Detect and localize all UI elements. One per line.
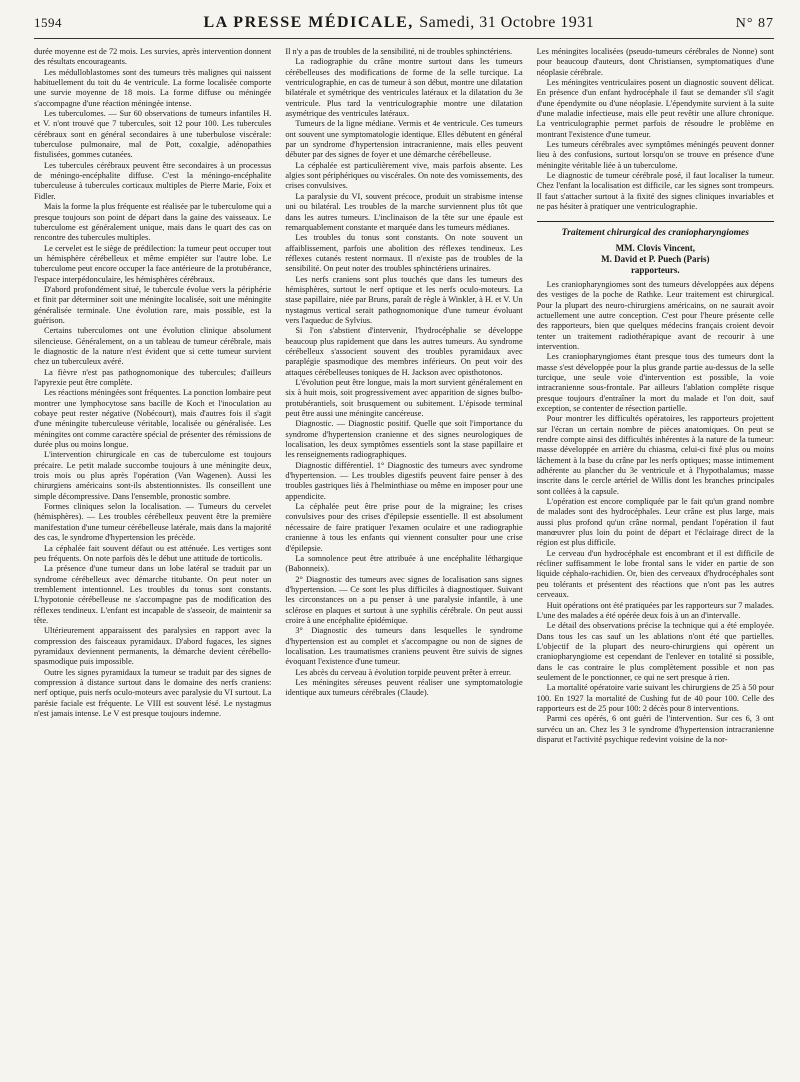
paragraph: Les tubercules cérébraux peuvent être secondaires à un processus de méningo-encéphalite diffuse. C'est la méningo-encéphalite tuberculeuse à tubercules corticaux multiples de Pierre Marie, Foix et Fidler.	[34, 160, 272, 201]
issue-date: Samedi, 31 Octobre 1931	[419, 14, 595, 31]
paragraph: La fièvre n'est pas pathognomonique des tubercules; d'ailleurs l'apyrexie peut être complète.	[34, 367, 272, 387]
paragraph: Les craniopharyngiomes étant presque tous des tumeurs dont la masse s'est développée pour la plus grande partie au-dessus de la selle turcique, une seule voie d'intervention est possible, la voie intracranienne sous-frontale. Par ailleurs l'ablation complète risque presque toujours d'entraîner la mort du malade et l'on doit, sauf exception, se contenter de résection partielle.	[536, 352, 774, 413]
paragraph: La céphalée est particulièrement vive, mais parfois absente. Les algies sont périphériques ou viscérales. On note des vomissements, des crises convulsives.	[285, 160, 523, 191]
section-authors	[537, 243, 774, 276]
paragraph: L'évolution peut être longue, mais la mort survient généralement en six à huit mois, soit progressivement avec apparition de signes bulbo-protubérantiels, soit brusquement ou subitement. L'épisode terminal peut être aussi une méningite cancéreuse.	[285, 378, 523, 419]
paragraph: Le cerveau d'un hydrocéphale est encombrant et il est difficile de récliner suffisamment le lobe frontal sans le vider en partie de son liquide céphalo-rachidien. Or, bien des cerveaux d'hydrocéphales sont peu tolérants et présentent des réactions que n'ont pas les autres cerveaux.	[536, 548, 774, 600]
paragraph: Le diagnostic de tumeur cérébrale posé, il faut localiser la tumeur. Chez l'enfant la localisation est difficile, car les signes sont trompeurs. Il faut s'attacher surtout à la fixité des signes cliniques invariables et ne pas hésiter à pratiquer une ventriculographie.	[536, 171, 774, 212]
paragraph: La présence d'une tumeur dans un lobe latéral se traduit par un syndrome cérébelleux avec démarche titubante. On peut noter un tremblement intentionnel. Les troubles du tonus sont constants. L'hypotonie cérébelleuse ne s'accompagne pas de modification des réflexes tendineux. L'enfant est incapable de s'asseoir, de maintenir sa tête.	[34, 564, 272, 625]
paragraph: Mais la forme la plus fréquente est réalisée par le tuberculome qui a presque toujours son point de départ dans la gaine des vaisseaux. Le tuberculome est généralement unique, mais dans le quart des cas on rencontre des tubercules multiples.	[34, 202, 272, 243]
paragraph: durée moyenne est de 72 mois. Les survies, après intervention donnent des résultats encourageants.	[34, 47, 272, 67]
authors-line: MM. Clovis Vincent,	[615, 242, 696, 253]
issue-number: N° 87	[735, 16, 774, 31]
paragraph: La mortalité opératoire varie suivant les chirurgiens de 25 à 50 pour 100. En 1927 la mortalité de Cushing fut de 40 pour 100. Celle des rapporteurs est de 25 pour 100: 2 décès pour 8 interventions.	[536, 683, 774, 713]
paragraph: Parmi ces opérés, 6 ont guéri de l'intervention. Sur ces 6, 3 ont survécu un an. Chez les 3 le syndrome d'hypertension intracranienne disparut et l'activité psychique redevint voisine de la nor-	[536, 714, 774, 744]
paragraph: Les craniopharyngiomes sont des tumeurs développées aux dépens des vestiges de la poche de Rathke. Leur traitement est chirurgical. Pour la plupart des neuro-chirurgiens américains, on ne saurait avoir actuellement une autre conception. C'est pour l'heure présente celle des rapporteurs, bien que quelques médecins français croient devoir tenter un traitement radiothérapique avant de recourir à une intervention.	[536, 279, 774, 351]
paragraph: La céphalée peut être prise pour de la migraine; les crises convulsives pour des crises d'épilepsie essentielle. Il est absolument nécessaire de faire pratiquer l'examen oculaire et une radiographie cranienne à tous les enfants qui viennent consulter pour une crise d'épilepsie.	[285, 502, 523, 553]
paragraph: L'intervention chirurgicale en cas de tuberculome est toujours précaire. Le petit malade succombe toujours à une méningite deux, trois mois ou plus après l'opération (Van Wagenen). Aussi les chirurgiens américains sont-ils abstentionnistes. Ils conseillent une simple décompressive. Dans l'ensemble, pronostic sombre.	[34, 450, 272, 501]
authors-line: M. David et P. Puech (Paris)	[601, 253, 710, 264]
authors-role: rapporteurs.	[630, 264, 680, 275]
paragraph: La somnolence peut être attribuée à une encéphalite léthargique (Babonneix).	[285, 553, 523, 574]
paragraph: Les tuberculomes. — Sur 60 observations de tumeurs infantiles H. et V. n'ont trouvé que 7 tubercules, soit 12 pour 100. Les tubercules cérébraux sont en général secondaires à une tuberbulose viscérale: tuberculose pulmonaire, mal de Pott, coxalgie, adénopathies fistulisées, gommes cutanées.	[34, 109, 272, 160]
paragraph: 2° Diagnostic des tumeurs avec signes de localisation sans signes d'hypertension. — Ce sont les plus difficiles à diagnostiquer. Suivant les circonstances on a pu penser à une paralysie infantile, à une sclérose en plaques et surtout à une syphilis cérébrale. On peut aussi croire à une encéphalite épidémique.	[285, 574, 523, 625]
column-left	[34, 47, 271, 1077]
paragraph: Si l'on s'abstient d'intervenir, l'hydrocéphalie se développe beaucoup plus rapidement que dans les autres tumeurs. Au syndrome cérébelleux s'associent souvent des troubles pyramidaux avec paraplégie spasmodique des membres inférieurs. On peut voir des attaques cérébelleuses toniques de H. Jackson avec opisthotonos.	[285, 326, 523, 377]
paragraph: Les troubles du tonus sont constants. On note souvent un affaiblissement, parfois une abolition des réflexes tendineux. Les réflexes cutanés restent normaux. Il n'existe pas de troubles de la sensibilité. On peut noter des troubles sphinctériens urinaires.	[285, 233, 523, 274]
paragraph: Pour montrer les difficultés opératoires, les rapporteurs projettent sur l'écran un certain nombre de pièces anatomiques. On peut se rendre compte ainsi des difficultés inhérentes à la nature de la tumeur: masse développée en arrière du chiasma, celui-ci fixé plus ou moins lâchement à la base du crâne par les nerfs optiques; masse intimement adhérente au plancher du 3e ventricule et à l'hypothalamus; masse inscrite dans le cercle artériel de Willis dont les branches principales sont collées à la capsule.	[536, 414, 774, 496]
journal-title	[203, 14, 594, 32]
paragraph: Les méningites ventriculaires posent un diagnostic souvent délicat. En présence d'un enfant hydrocéphale il faut se demander s'il s'agit d'une épendymite ou d'une néoplasie. L'épendymite survient à la suite d'une maladie infectieuse, mais elle peut revêtir une allure chronique. La ventriculographie permet parfois de résoudre le problème en montrant l'existence d'une tumeur.	[536, 78, 774, 139]
paragraph: Le détail des observations précise la technique qui a été employée. Dans tous les cas sauf un les ablations n'ont été que partielles. L'objectif de la plupart des neuro-chirurgiens qui opèrent un craniopharyngiome est cependant de l'enlever en totalité si possible, dans le cas contraire le plus complètement possible et non pas seulement de le ponctionner, ce qui ne sert presque à rien.	[536, 621, 774, 682]
paragraph: Les tumeurs cérébrales avec symptômes méningés peuvent donner lieu à des confusions, surtout lorsqu'on se trouve en présence d'une méningite véritable liée à un tuberculome.	[536, 140, 774, 170]
section-title: Traitement chirurgical des craniopharyngiomes	[537, 221, 774, 238]
paragraph: Tumeurs de la ligne médiane. Vermis et 4e ventricule. Ces tumeurs ont souvent une symptomatologie identique. Elles débutent en général par un syndrome d'hypertension intracranienne, mais elles peuvent débuter par des signes de foyer et une démarche cérébelleuse.	[285, 119, 523, 160]
paragraph: Les méningites localisées (pseudo-tumeurs cérébrales de Nonne) sont pour beaucoup d'auteurs, dont Christiansen, symptomatiques d'une néoplasie cérébrale.	[536, 47, 774, 77]
paragraph: Les méningites séreuses peuvent réaliser une symptomatologie identique aux tumeurs cérébrales (Claude).	[285, 677, 523, 698]
paragraph: 3° Diagnostic des tumeurs dans lesquelles le syndrome d'hypertension est au complet et s'accompagne ou non de signes de localisation. Les traumatismes craniens peuvent être suivis de signes évoquant l'existence d'une tumeur.	[285, 626, 523, 667]
paragraph: La céphalée fait souvent défaut ou est atténuée. Les vertiges sont peu fréquents. On note parfois dès le début une attitude de torticolis.	[34, 543, 272, 563]
paragraph: Certains tuberculomes ont une évolution clinique absolument silencieuse. Généralement, on a un tableau de tumeur cérébrale, mais le diagnostic de la nature n'est évident que si cette tumeur survient chez un tuberculeux avéré.	[34, 326, 272, 367]
paragraph: Les abcès du cerveau à évolution torpide peuvent prêter à erreur.	[295, 667, 512, 677]
paragraph: Les médulloblastomes sont des tumeurs très malignes qui naissent habituellement du toit du 4e ventricule. La forme localisée comporte une survie moyenne de 18 mois. La forme diffuse ou méningée s'accompagne d'une réaction méningée intense.	[34, 67, 272, 108]
column-right	[537, 47, 774, 1077]
page-number: 1594	[34, 15, 62, 30]
paragraph: Ultérieurement apparaissent des paralysies en rapport avec la compression des faisceaux pyramidaux. D'abord fugaces, les signes pyramidaux deviennent permanents, la démarche devient cérébello-spasmodique puis impossible.	[34, 626, 272, 667]
paragraph: Outre les signes pyramidaux la tumeur se traduit par des signes de compression à distance surtout dans le domaine des nerfs craniens: nerf optique, puis nerfs oculo-moteurs avec paralysie du VI surtout. La parésie faciale est fréquente. Le VIII est souvent lésé. Le nystagmus n'est jamais intense. Le V est presque toujours indemne.	[34, 667, 272, 718]
column-right-top	[537, 47, 774, 213]
column-right-bottom	[537, 280, 774, 745]
paragraph: Formes cliniques selon la localisation. — Tumeurs du cervelet (hémisphères). — Les troubles cérébelleux peuvent être la première manifestation d'une tumeur cérébelleuse latérale, mais dans la majorité des cas, le syndrome d'hypertension les précède.	[34, 502, 272, 543]
paragraph: Diagnostic. — Diagnostic positif. Quelle que soit l'importance du syndrome d'hypertension cranienne et des signes neurologiques de localisation, les deux symptômes essentiels sont la stase papillaire et les renseignements radiographiques.	[285, 419, 523, 460]
column-middle	[285, 47, 522, 1077]
paragraph: D'abord profondément situé, le tubercule évolue vers la périphérie et finit par déterminer soit une méningite localisée, soit une méningite généralisée terminale. Une évolution rare, mais possible, est la guérison.	[34, 284, 272, 325]
paragraph: L'opération est encore compliquée par le fait qu'un grand nombre de malades sont des hydrocéphales. Leur crâne est plus large, mais aussi plus profond qu'un crâne normal, pendant l'opération il faut manœuvrer plus loin du point de départ et l'éclairage direct de la région est plus difficile.	[536, 497, 774, 548]
paragraph: Les réactions méningées sont fréquentes. La ponction lombaire peut montrer une lymphocytose sans bacille de Koch et l'inoculation au cobaye peut rester négative (Nobécourt), mais d'autres fois il s'agit d'une méningite tuberculeuse véritable, localisée ou généralisée. Les méningites ont comme caractère spécial de présenter des rémissions de durée plus ou moins longue.	[34, 388, 272, 450]
text-columns	[34, 47, 774, 1077]
paragraph: Il n'y a pas de troubles de la sensibilité, ni de troubles sphinctériens.	[285, 47, 513, 56]
paragraph: La paralysie du VI, souvent précoce, produit un strabisme intense uni ou bilatéral. Les troubles de la marche surviennent plus tôt que dans les autres tumeurs. L'inclinaison de la tête sur une épaule est remarquablement constante et marquée dans les tumeurs médianes.	[285, 191, 523, 232]
paragraph: La radiographie du crâne montre surtout dans les tumeurs cérébelleuses des modifications de forme de la selle turcique. La ventriculographie, en cas de tumeur à son début, montre une dilatation bilatérale et symétrique des ventricules latéraux et la dilatation du 3e ventricule. Plus tard la ventriculographie montre une dilatation asymétrique des ventricules latéraux.	[285, 57, 523, 119]
paragraph: Les nerfs craniens sont plus touchés que dans les tumeurs des hémisphères, surtout le nerf optique et les nerfs oculo-moteurs. La stase papillaire, niée par Bruns, paraît de règle à Winkler, à H. et V. Un nystagmus vertical serait pathognomonique d'une tumeur évoluant vers l'aqueduc de Sylvius.	[285, 274, 523, 325]
page-header	[34, 14, 774, 39]
paragraph: Diagnostic différentiel. 1° Diagnostic des tumeurs avec syndrome d'hypertension. — Les troubles digestifs peuvent faire penser à des troubles gastriques liés à l'helminthiase ou même en imposer pour une appendicite.	[285, 460, 523, 501]
journal-name: LA PRESSE MÉDICALE,	[203, 14, 414, 31]
paragraph: Huit opérations ont été pratiquées par les rapporteurs sur 7 malades. L'une des malades a été opérée deux fois à un an d'intervalle.	[536, 600, 774, 620]
paragraph: Le cervelet est le siège de prédilection: la tumeur peut occuper tout un hémisphère cérébelleux et même empiéter sur l'autre lobe. Le tuberculome peut encore occuper la face antérieure de la protubérance, l'espace interpédonculaire, les hémisphères cérébraux.	[34, 243, 272, 284]
